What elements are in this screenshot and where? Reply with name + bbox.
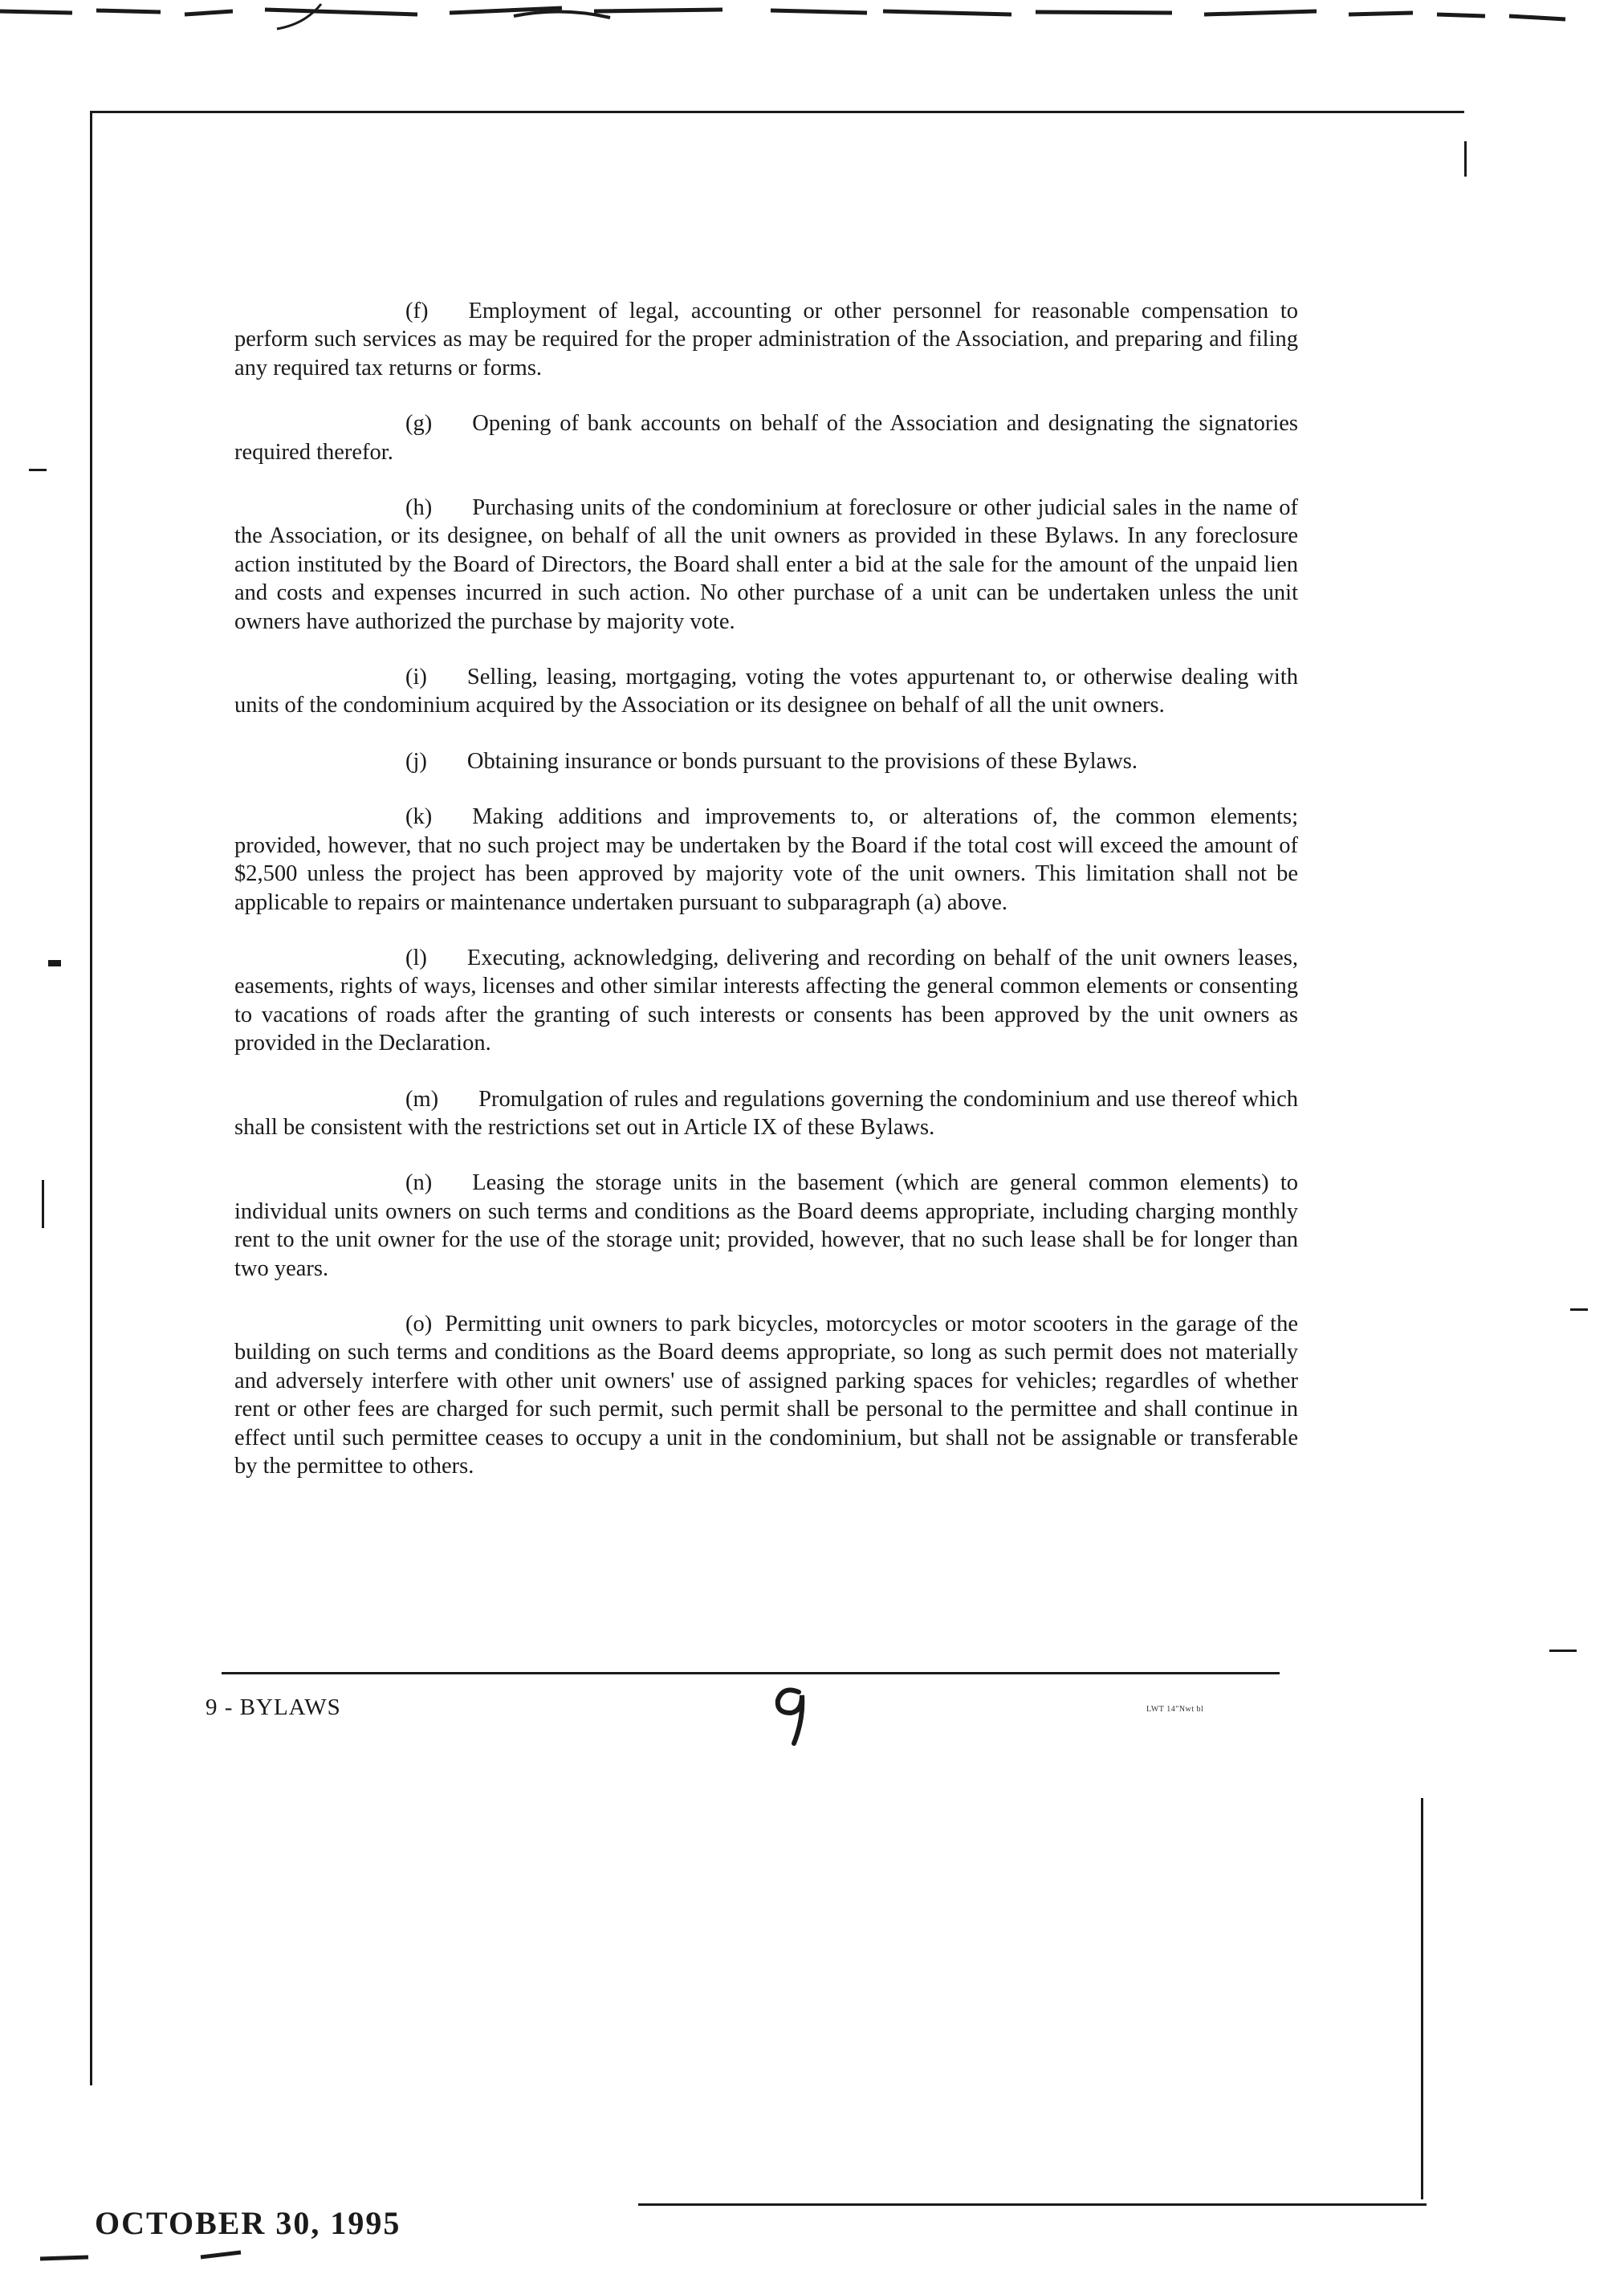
footer-doc-code: LWT 14"Nwt bl xyxy=(1146,1705,1204,1714)
paragraph-label: (f) xyxy=(405,299,429,323)
scan-frame-left-rule xyxy=(90,111,92,2085)
paragraph-i xyxy=(234,663,1298,720)
footer-page-label: 9 - BYLAWS xyxy=(206,1694,341,1720)
scan-mark-left xyxy=(29,469,47,471)
paragraph-f xyxy=(234,297,1298,382)
paragraph-g xyxy=(234,409,1298,466)
scan-mark-right-2 xyxy=(1549,1650,1577,1652)
paragraph-o xyxy=(234,1310,1298,1480)
paragraph-text: Leasing the storage units in the basement (which are general common elements) to individual units owners on such terms and conditions as the Board deems appropriate, including charging monthly rent to the unit owner for the use of the storage unit; provided, however, that no such lease shall be for longer than two years. xyxy=(234,1170,1298,1281)
paragraph-j xyxy=(234,747,1298,775)
scan-frame-top-rule xyxy=(90,111,1464,113)
paragraph-m xyxy=(234,1085,1298,1142)
date-stamp: OCTOBER 30, 1995 xyxy=(95,2205,401,2241)
paragraph-text: Employment of legal, accounting or other personnel for reasonable compensation to perform such services as may be required for the proper administration of the Association, and preparing and filing any required tax returns or forms. xyxy=(234,299,1298,380)
scan-mark-right xyxy=(1570,1308,1588,1311)
paragraph-text: Purchasing units of the condominium at foreclosure or other judicial sales in the name of the Association, or its designee, on behalf of all the unit owners as provided in these Bylaws. In any foreclosure action instituted by the Board of Directors, the Board shall enter a bid at the sale for the amount of the unpaid lien and costs and expenses incurred in such action. No other purchase of a unit can be undertaken unless the unit owners have authorized the purchase by majority vote. xyxy=(234,495,1298,634)
paragraph-label: (j) xyxy=(405,748,427,774)
handwritten-page-number xyxy=(767,1678,815,1750)
paragraph-l xyxy=(234,944,1298,1058)
paragraph-label: (o) xyxy=(405,1311,433,1336)
paragraph-label: (i) xyxy=(405,665,427,690)
paragraph-text: Opening of bank accounts on behalf of the Association and designating the signatories required therefor. xyxy=(234,411,1298,465)
scan-mark-left-2 xyxy=(48,960,61,966)
paragraph-text: Executing, acknowledging, delivering and recording on behalf of the unit owners leases, easements, rights of ways, licenses and other similar interests affecting the general common elements or consenting to vacations of roads after the granting of such interests or consents has been approved by the unit owners as provided in the Declaration. xyxy=(234,945,1298,1056)
scan-frame-bottom-rule xyxy=(638,2203,1427,2206)
paragraph-label: (m) xyxy=(405,1086,439,1112)
paragraph-text: Promulgation of rules and regulations governing the condominium and use thereof which shall be consistent with the restrictions set out in Article IX of these Bylaws. xyxy=(234,1086,1298,1140)
scan-frame-right-tick xyxy=(1464,141,1467,177)
paragraph-h xyxy=(234,494,1298,636)
scan-noise-top xyxy=(0,0,1624,48)
paragraph-text: Selling, leasing, mortgaging, voting the votes appurtenant to, or otherwise dealing with units of the condominium acquired by the Association or its designee on behalf of all the unit owners. xyxy=(234,665,1298,718)
paragraph-text: Making additions and improvements to, or alterations of, the common elements; provided, however, that no such project may be undertaken by the Board if the total cost will exceed the amount of $2,500 unless the project has been approved by majority vote of the unit owners. This limitation shall not be applicable to repairs or maintenance undertaken pursuant to subparagraph (a) above. xyxy=(234,804,1298,915)
paragraph-n xyxy=(234,1169,1298,1283)
paragraph-label: (k) xyxy=(405,804,433,830)
paragraph-label: (h) xyxy=(405,495,433,521)
scan-frame-right-rule-lower xyxy=(1421,1798,1423,2199)
scan-noise-bottom xyxy=(0,2239,1624,2270)
paragraph-label: (l) xyxy=(405,945,427,970)
paragraph-text: Obtaining insurance or bonds pursuant to the provisions of these Bylaws. xyxy=(466,748,1138,774)
bylaws-body xyxy=(234,297,1298,1507)
paragraph-text: Permitting unit owners to park bicycles, motorcycles or motor scooters in the garage of the building on such terms and conditions as the Board deems appropriate, so long as such permit does not materially and adversely interfere with other unit owners' use of assigned parking spaces for vehicles; regardles of whether rent or other fees are charged for such permit, such permit shall be personal to the permittee and shall continue in effect until such permittee ceases to occupy a unit in the condominium, but shall not be assignable or transferable by the permittee to others. xyxy=(234,1311,1298,1479)
paragraph-label: (n) xyxy=(405,1170,433,1196)
scan-mark-left-3 xyxy=(42,1180,44,1228)
paragraph-label: (g) xyxy=(405,411,433,437)
footer-rule xyxy=(222,1672,1280,1674)
paragraph-k xyxy=(234,803,1298,917)
